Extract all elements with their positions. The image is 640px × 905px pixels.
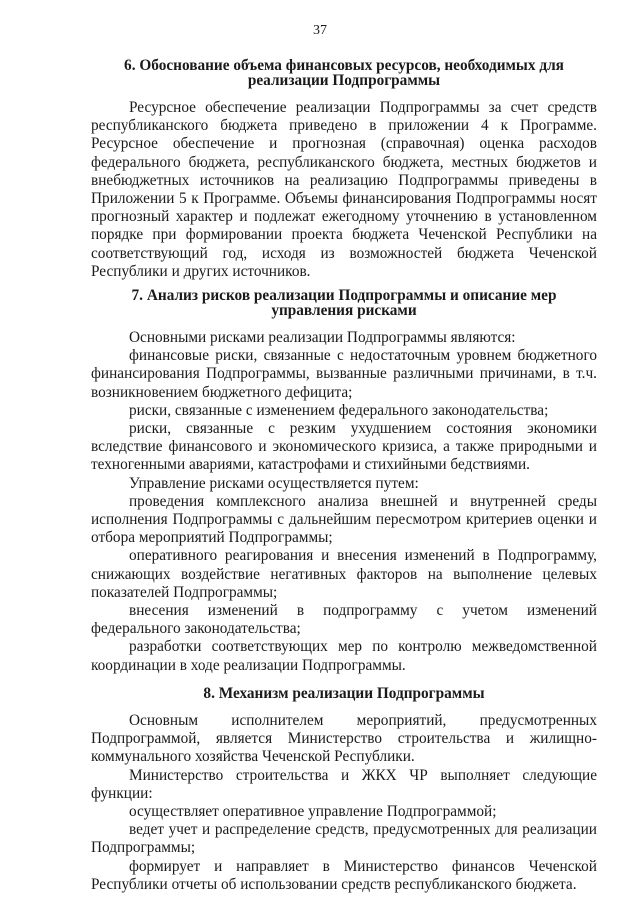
section-7-paragraph-1: Основными рисками реализации Подпрограммы являются: bbox=[129, 329, 516, 347]
section-7-paragraph-4: риски, связанные с резким ухудшением состояния экономики вследствие финансового и экономического кризиса, а также природными и техногенными авариями, катастрофами и стихийными бедствиями. bbox=[91, 420, 597, 474]
section-7-heading-line-1: 7. Анализ рисков реализации Подпрограммы и описание мер bbox=[131, 287, 557, 305]
section-6-paragraph-1: Ресурсное обеспечение реализации Подпрограммы за счет средств республиканского бюджета приведено в приложении 4 к Программе. Ресурсное обеспечение и прогнозная (справочная) оценка расходов федерального бюджета, республиканского бюджета, местных бюджетов и внебюджетных источников на реализацию Подпрограммы приведены в Приложении 5 к Программе. Объемы финансирования Подпрограммы носят прогнозный характер и подлежат ежегодному уточнению в установленном порядке при формировании проекта бюджета Чеченской Республики на соответствующий год, исходя из возможностей бюджета Чеченской Республики и других источников. bbox=[91, 99, 597, 280]
section-6-heading-line-1: 6. Обоснование объема финансовых ресурсов, необходимых для bbox=[124, 57, 564, 74]
section-7-body bbox=[91, 329, 597, 675]
section-8-paragraph-2: Министерство строительства и ЖКХ ЧР выполняет следующие функции: bbox=[91, 766, 597, 802]
section-7-paragraph-7: оперативного реагирования и внесения изменений в Подпрограмму, снижающих воздействие негативных факторов на выполнение целевых показателей Подпрограммы; bbox=[91, 547, 597, 601]
section-7-paragraph-3: риски, связанные с изменением федерального законодательства; bbox=[129, 401, 549, 419]
section-7-heading-line-2: управления рисками bbox=[271, 302, 417, 320]
section-7-paragraph-5: Управление рисками осуществляется путем: bbox=[129, 474, 419, 492]
section-7-paragraph-9: разработки соответствующих мер по контролю межведомственной координации в ходе реализации Подпрограммы. bbox=[91, 638, 597, 674]
section-8-heading bbox=[91, 686, 597, 701]
section-8-paragraph-5: формирует и направляет в Министерство финансов Чеченской Республики отчеты об использовании средств республиканского бюджета. bbox=[91, 857, 597, 893]
page-content bbox=[91, 58, 597, 902]
section-6-body bbox=[91, 99, 597, 281]
section-6-heading bbox=[91, 58, 597, 88]
section-8-paragraph-3: осуществляет оперативное управление Подпрограммой; bbox=[129, 802, 497, 820]
section-7-paragraph-2: финансовые риски, связанные с недостаточным уровнем бюджетного финансирования Подпрограммы, вызванные различными причинами, в т.ч. возникновением бюджетного дефицита; bbox=[91, 347, 597, 401]
section-6-heading-line-2: реализации Подпрограммы bbox=[247, 72, 441, 89]
section-8-paragraph-1: Основным исполнителем мероприятий, предусмотренных Подпрограммой, является Министерство строительства и жилищно-коммунального хозяйства Чеченской Республики. bbox=[91, 711, 597, 766]
section-8-paragraph-4: ведет учет и распределение средств, предусмотренных для реализации Подпрограммы; bbox=[91, 821, 597, 857]
section-7-paragraph-8: внесения изменений в подпрограмму с учетом изменений федерального законодательства; bbox=[91, 602, 597, 638]
section-7-paragraph-6: проведения комплексного анализа внешней и внутренней среды исполнения Подпрограммы с дальнейшим пересмотром критериев оценки и отбора мероприятий Подпрограммы; bbox=[91, 492, 597, 547]
section-7-heading bbox=[91, 288, 597, 318]
page-number: 37 bbox=[313, 23, 327, 38]
section-8-heading-line-1: 8. Механизм реализации Подпрограммы bbox=[203, 684, 485, 702]
section-8-body bbox=[91, 712, 597, 894]
